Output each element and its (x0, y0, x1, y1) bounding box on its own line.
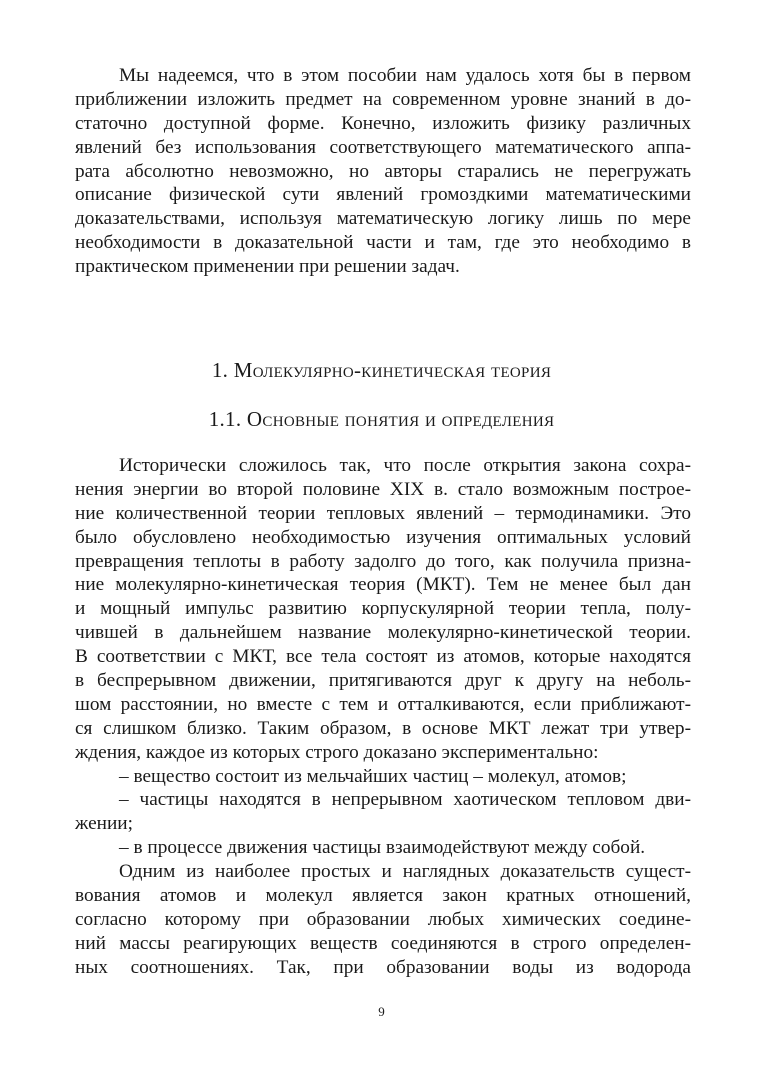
intro-paragraph (75, 64, 691, 279)
text-line: рата абсолютно невозможно, но авторы старались не перегружать (75, 160, 691, 182)
text-line: доказательствами, используя математическую логику лишь по мере (75, 208, 691, 230)
page-number: 9 (378, 1004, 385, 1019)
text-line: ние молекулярно-кинетическая теория (МКТ). Тем не менее был дан (75, 574, 691, 596)
list-item: – вещество состоит из мельчайших частиц – молекул, атомов; (119, 765, 627, 787)
text-line: превращения теплоты в работу задолго до того, как получила призна- (75, 550, 691, 572)
list-item: – в процессе движения частицы взаимодействуют между собой. (119, 837, 646, 859)
text-line: жении; (75, 813, 133, 835)
text-line: ждения, каждое из которых строго доказано экспериментально: (75, 741, 599, 763)
text-line: явлений без использования соответствующего математического аппа- (75, 136, 691, 158)
text-line: описание физической сути явлений громоздкими математическими (75, 184, 691, 206)
text-line: В соответствии с МКТ, все тела состоят из атомов, которые находятся (75, 646, 691, 668)
text-line: статочно доступной форме. Конечно, изложить физику различных (75, 112, 691, 134)
text-line: и мощный импульс развитию корпускулярной теории тепла, полу- (75, 598, 691, 620)
text-line: практическом применении при решении задач. (75, 256, 460, 278)
text-line: приближении изложить предмет на современном уровне знаний в до- (75, 88, 691, 110)
text-line: нения энергии во второй половине XIX в. стало возможным построе- (75, 478, 691, 500)
text-line: вования атомов и молекул является закон кратных отношений, (75, 885, 691, 907)
list-item: – частицы находятся в непрерывном хаотическом тепловом дви- (119, 789, 691, 811)
text-line: Исторически сложилось так, что после открытия закона сохра- (119, 455, 691, 476)
chapter-heading: 1. Молекулярно-кинетическая теория (211, 358, 552, 382)
text-line: Мы надеемся, что в этом пособии нам удалось хотя бы в первом (119, 65, 691, 86)
text-line: ние количественной теории тепловых явлений – термодинамики. Это (75, 502, 691, 524)
text-line: шом расстоянии, но вместе с тем и отталкиваются, если приближают- (75, 693, 691, 715)
text-line: ний массы реагирующих веществ соединяются в строго определен- (75, 932, 691, 954)
text-line: было обусловлено необходимостью изучения оптимальных условий (75, 526, 691, 548)
text-line: необходимости в доказательной части и там, где это необходимо в (75, 232, 691, 254)
text-line: согласно которому при образовании любых химических соедине- (75, 908, 691, 930)
section-heading: 1.1. Основные понятия и определения (208, 407, 555, 431)
text-line: ных соотношениях. Так, при образовании воды из водорода (75, 956, 691, 978)
text-line: Одним из наиболее простых и наглядных доказательств сущест- (119, 861, 691, 883)
text-line: ся слишком близко. Таким образом, в основе МКТ лежат три утвер- (75, 717, 691, 739)
text-line: в беспрерывном движении, притягиваются друг к другу на неболь- (75, 670, 691, 692)
text-line: чившей в дальнейшем название молекулярно-кинетической теории. (75, 622, 691, 644)
body-text (75, 454, 691, 980)
